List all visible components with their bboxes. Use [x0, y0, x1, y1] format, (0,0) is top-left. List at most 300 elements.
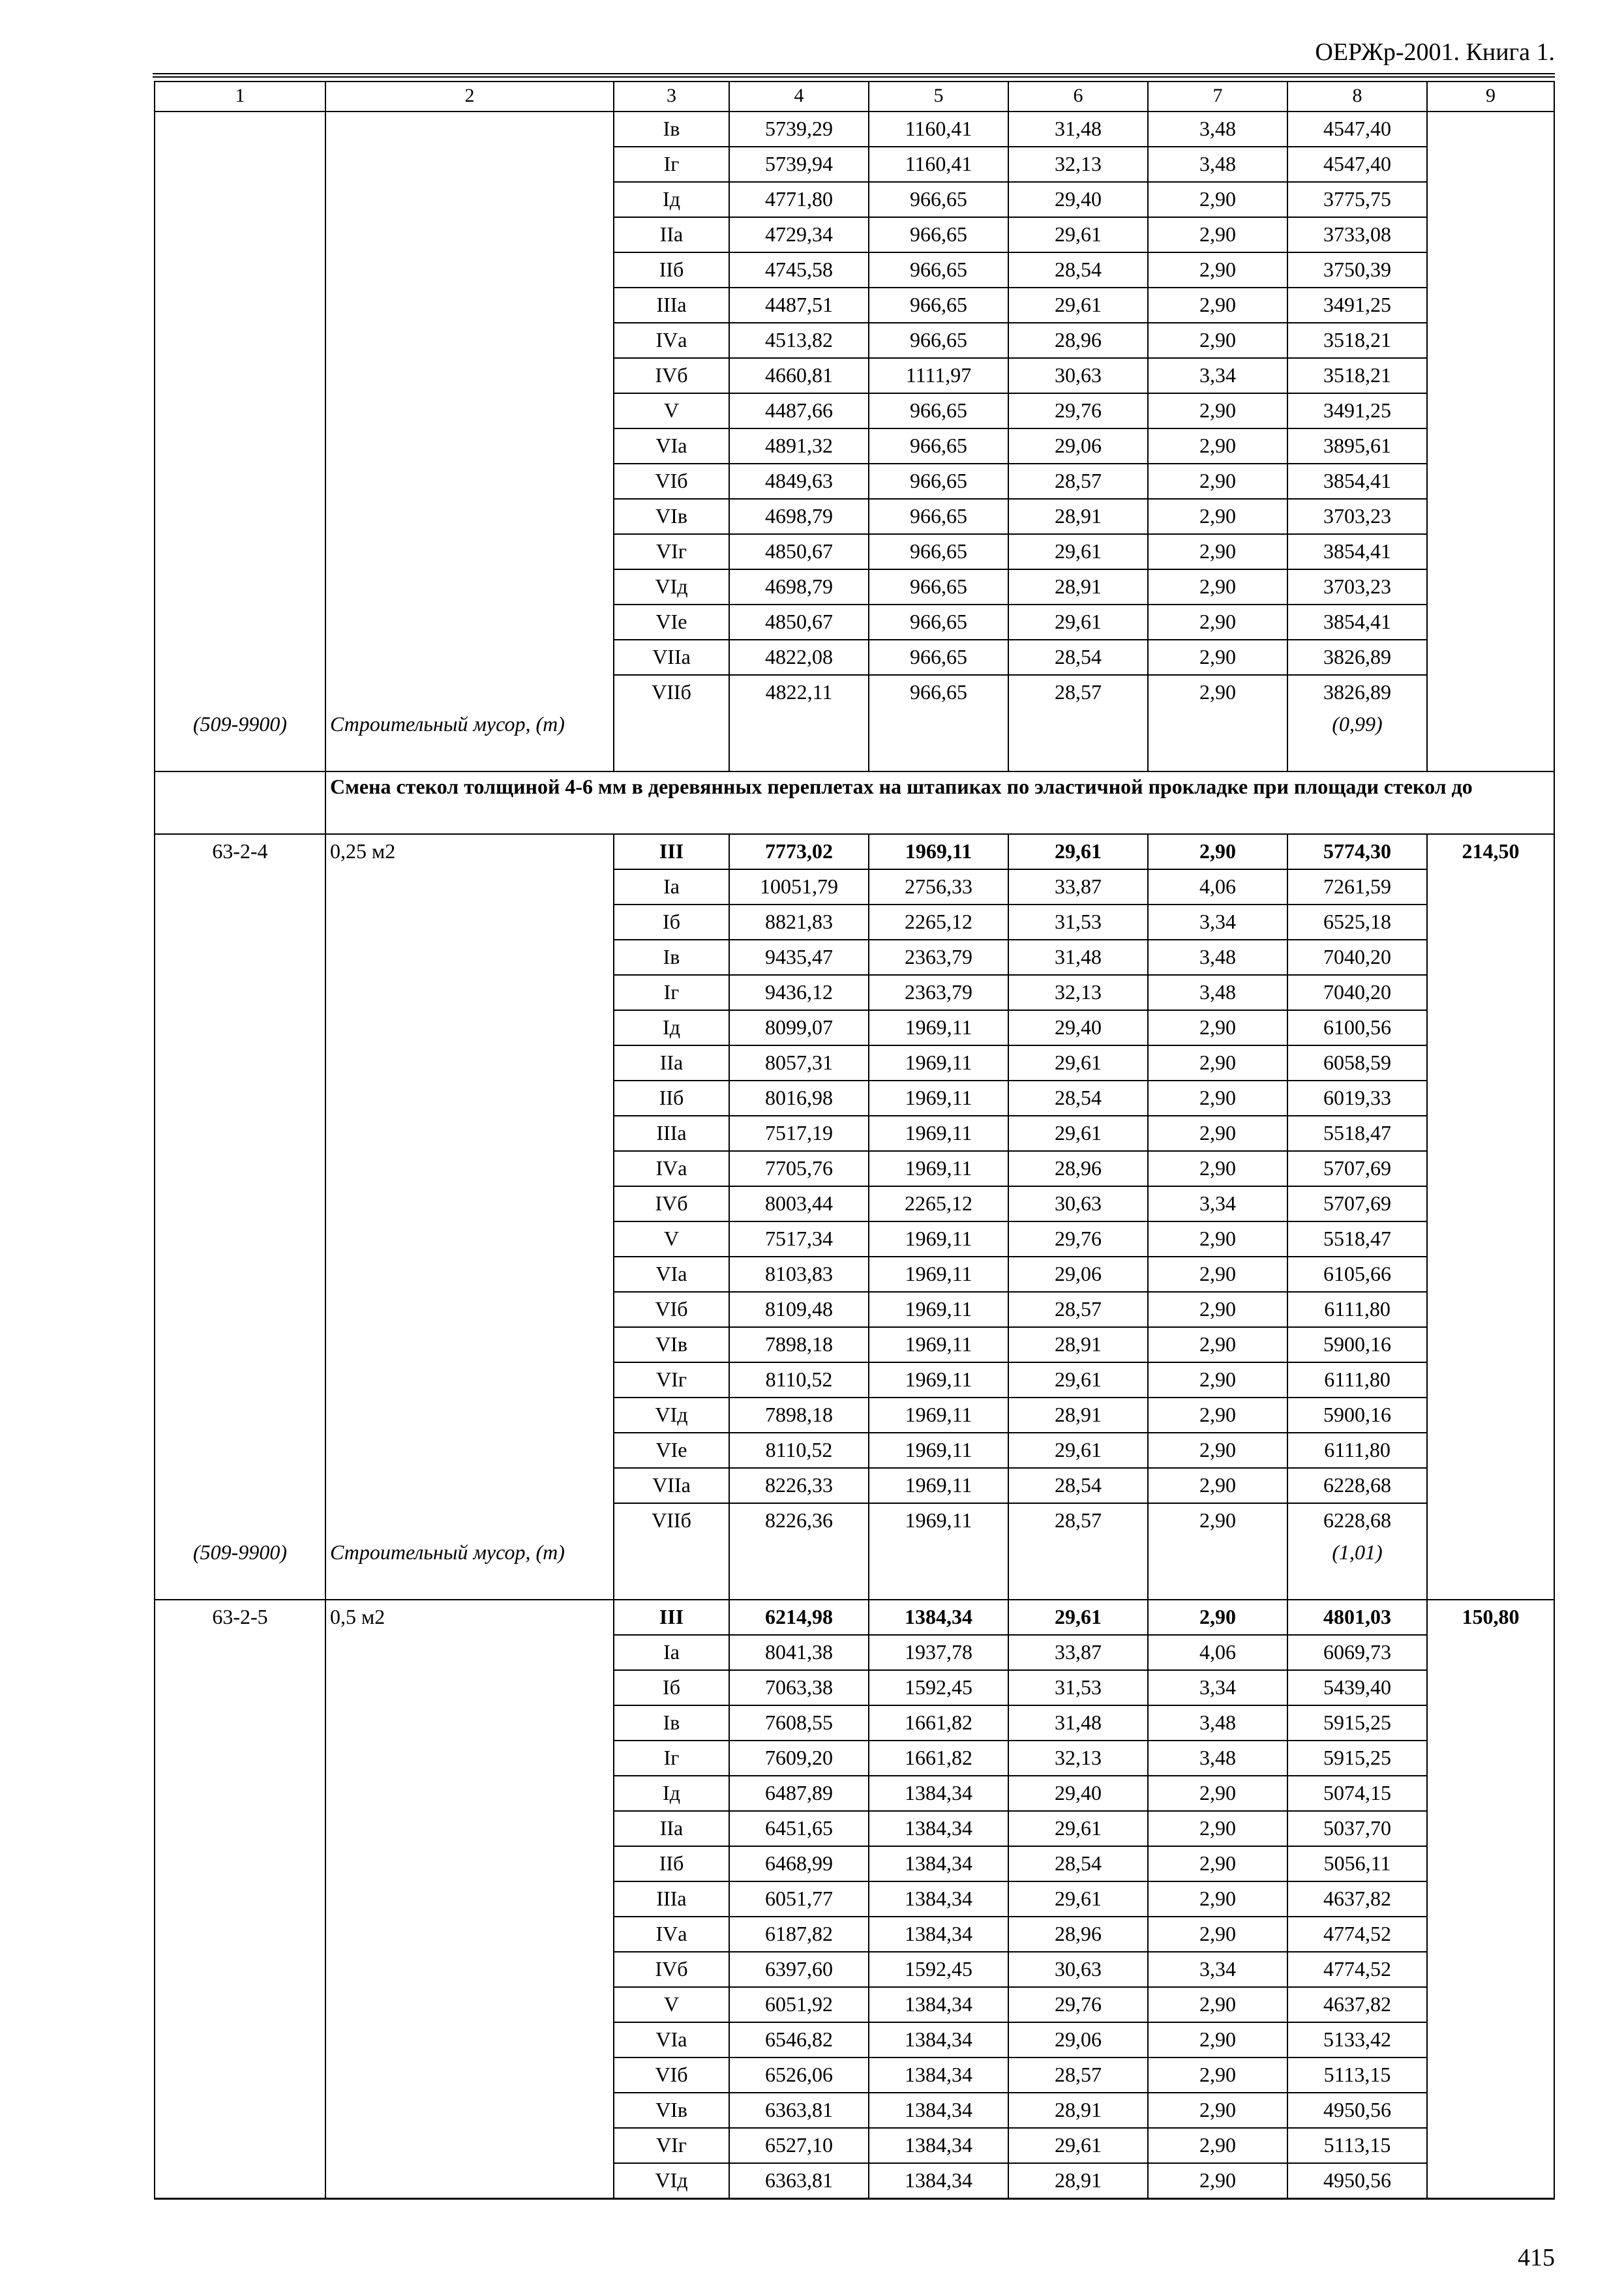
code-cell [155, 2057, 325, 2093]
value-cell-col6: 28,57 [1008, 1503, 1148, 1538]
price-table [154, 81, 1555, 2200]
table-row [155, 1741, 1554, 1776]
value-cell-col6: 28,57 [1008, 1292, 1148, 1327]
value-cell-col8: 3518,21 [1287, 358, 1427, 393]
name-cell [325, 217, 614, 252]
value-cell-col5: 1969,11 [869, 1433, 1008, 1468]
value-cell-col6: 29,61 [1008, 534, 1148, 569]
code-cell [155, 288, 325, 323]
value-cell-col4: 7517,19 [729, 1116, 869, 1151]
code-cell [155, 252, 325, 288]
table-row [155, 1917, 1554, 1952]
zone-cell: VIе [614, 1433, 729, 1468]
value-cell-col5: 1592,45 [869, 1670, 1008, 1705]
value-cell-col7: 2,90 [1148, 1503, 1287, 1538]
table-row [155, 2093, 1554, 2128]
code-cell [155, 182, 325, 217]
code-cell [155, 1917, 325, 1952]
zone-cell: VIг [614, 2128, 729, 2163]
value-cell-col7: 2,90 [1148, 2128, 1287, 2163]
col9-cell [1427, 1776, 1554, 1811]
zone-cell: VIIб [614, 675, 729, 710]
code-cell [155, 464, 325, 499]
name-cell [325, 464, 614, 499]
value-cell-col5: 1384,34 [869, 1776, 1008, 1811]
code-cell [155, 428, 325, 464]
value-cell-col7: 2,90 [1148, 2163, 1287, 2199]
value-cell-col5: 1384,34 [869, 1917, 1008, 1952]
name-cell [325, 2057, 614, 2093]
value-cell-col6: 28,54 [1008, 1846, 1148, 1881]
value-cell-col4: 4513,82 [729, 323, 869, 358]
code-cell [155, 112, 325, 147]
zone-cell: IVа [614, 1917, 729, 1952]
value-cell-col4: 4849,63 [729, 464, 869, 499]
value-cell-col6: 30,63 [1008, 1186, 1148, 1221]
table-row [155, 1221, 1554, 1257]
code-cell [155, 534, 325, 569]
value-cell-col6: 29,61 [1008, 1811, 1148, 1846]
value-cell-col4: 8016,98 [729, 1081, 869, 1116]
value-cell-col7: 3,34 [1148, 1670, 1287, 1705]
name-cell [325, 1398, 614, 1433]
value-cell-col4: 6487,89 [729, 1776, 869, 1811]
value-cell-col6: 28,57 [1008, 2057, 1148, 2093]
name-cell [325, 1881, 614, 1917]
col9-cell [1427, 569, 1554, 605]
value-cell-col8: 4774,52 [1287, 1917, 1427, 1952]
empty-cell [1427, 710, 1554, 771]
zone-cell: VIIа [614, 640, 729, 675]
name-cell [325, 640, 614, 675]
name-cell [325, 182, 614, 217]
value-cell-col8: 6019,33 [1287, 1081, 1427, 1116]
value-cell-col6: 29,06 [1008, 428, 1148, 464]
value-cell-col5: 1969,11 [869, 1468, 1008, 1503]
table-row [155, 605, 1554, 640]
code-cell [155, 1811, 325, 1846]
col9-cell [1427, 112, 1554, 147]
value-cell-col5: 966,65 [869, 640, 1008, 675]
value-cell-col7: 2,90 [1148, 1987, 1287, 2022]
col9-cell [1427, 1045, 1554, 1081]
value-cell-col4: 9436,12 [729, 975, 869, 1010]
code-cell [155, 1151, 325, 1186]
value-cell-col6: 29,06 [1008, 1257, 1148, 1292]
value-cell-col8: 4950,56 [1287, 2163, 1427, 2199]
value-cell-col4: 6187,82 [729, 1917, 869, 1952]
value-cell-col4: 5739,94 [729, 147, 869, 182]
value-cell-col6: 29,76 [1008, 1221, 1148, 1257]
value-cell-col6: 29,40 [1008, 1010, 1148, 1045]
value-cell-col5: 2363,79 [869, 940, 1008, 975]
value-cell-col5: 1937,78 [869, 1635, 1008, 1670]
zone-cell: IIIа [614, 1116, 729, 1151]
zone-cell: Iб [614, 1670, 729, 1705]
value-cell-col8: 6105,66 [1287, 1257, 1427, 1292]
zone-cell: VIб [614, 2057, 729, 2093]
value-cell-col6: 31,48 [1008, 1705, 1148, 1741]
value-cell-col8: 5113,15 [1287, 2128, 1427, 2163]
col9-cell [1427, 323, 1554, 358]
table-row [155, 2128, 1554, 2163]
value-cell-col5: 1969,11 [869, 1151, 1008, 1186]
zone-cell: V [614, 393, 729, 428]
col9-cell [1427, 1151, 1554, 1186]
value-cell-col4: 4698,79 [729, 569, 869, 605]
value-cell-col7: 2,90 [1148, 393, 1287, 428]
value-cell-col4: 4891,32 [729, 428, 869, 464]
value-cell-col7: 2,90 [1148, 1600, 1287, 1635]
table-row [155, 1257, 1554, 1292]
column-number: 6 [1008, 82, 1148, 112]
code-cell [155, 499, 325, 534]
waste-row [155, 710, 1554, 771]
name-cell [325, 1362, 614, 1398]
code-cell [155, 2093, 325, 2128]
name-cell [325, 1635, 614, 1670]
section-title-row [155, 771, 1554, 834]
name-cell [325, 869, 614, 905]
value-cell-col7: 3,48 [1148, 147, 1287, 182]
value-cell-col5: 1592,45 [869, 1952, 1008, 1987]
name-cell [325, 1503, 614, 1538]
name-cell [325, 1257, 614, 1292]
empty-cell [1008, 710, 1148, 771]
table-row [155, 675, 1554, 710]
table-row [155, 499, 1554, 534]
name-cell [325, 975, 614, 1010]
value-cell-col7: 3,48 [1148, 975, 1287, 1010]
col9-cell [1427, 1468, 1554, 1503]
zone-cell: VIа [614, 1257, 729, 1292]
zone-cell: VIIа [614, 1468, 729, 1503]
zone-cell: IIа [614, 1045, 729, 1081]
zone-cell: Iд [614, 1776, 729, 1811]
col9-cell [1427, 464, 1554, 499]
value-cell-col4: 7609,20 [729, 1741, 869, 1776]
value-cell-col7: 2,90 [1148, 1846, 1287, 1881]
empty-cell [1148, 710, 1287, 771]
value-cell-col8: 3733,08 [1287, 217, 1427, 252]
code-cell [155, 2163, 325, 2199]
value-cell-col7: 2,90 [1148, 2057, 1287, 2093]
value-cell-col6: 29,76 [1008, 1987, 1148, 2022]
value-cell-col7: 2,90 [1148, 675, 1287, 710]
column-number: 7 [1148, 82, 1287, 112]
value-cell-col6: 29,61 [1008, 834, 1148, 869]
value-cell-col8: 5037,70 [1287, 1811, 1427, 1846]
name-cell [325, 2022, 614, 2057]
value-cell-col6: 29,61 [1008, 1116, 1148, 1151]
column-number: 1 [155, 82, 325, 112]
code-cell [155, 940, 325, 975]
waste-value: (1,01) [1287, 1538, 1427, 1600]
value-cell-col6: 28,91 [1008, 1398, 1148, 1433]
value-cell-col6: 29,61 [1008, 2128, 1148, 2163]
value-cell-col6: 28,91 [1008, 569, 1148, 605]
value-cell-col7: 2,90 [1148, 1221, 1287, 1257]
table-row [155, 464, 1554, 499]
value-cell-col8: 6228,68 [1287, 1468, 1427, 1503]
value-cell-col7: 2,90 [1148, 1116, 1287, 1151]
name-cell [325, 1741, 614, 1776]
name-cell [325, 1952, 614, 1987]
zone-cell: III [614, 1600, 729, 1635]
col9-cell [1427, 940, 1554, 975]
value-cell-col4: 7705,76 [729, 1151, 869, 1186]
col9-cell [1427, 640, 1554, 675]
col9-cell [1427, 1081, 1554, 1116]
value-cell-col7: 2,90 [1148, 1362, 1287, 1398]
value-cell-col6: 31,53 [1008, 1670, 1148, 1705]
col9-cell [1427, 1186, 1554, 1221]
value-cell-col5: 2265,12 [869, 905, 1008, 940]
col9-cell [1427, 252, 1554, 288]
table-row [155, 940, 1554, 975]
value-cell-col4: 8103,83 [729, 1257, 869, 1292]
col9-cell [1427, 1670, 1554, 1705]
value-cell-col6: 28,91 [1008, 2163, 1148, 2199]
value-cell-col6: 32,13 [1008, 147, 1148, 182]
code-cell [155, 2022, 325, 2057]
value-cell-col5: 966,65 [869, 393, 1008, 428]
value-cell-col8: 5439,40 [1287, 1670, 1427, 1705]
name-cell [325, 358, 614, 393]
table-row [155, 1952, 1554, 1987]
value-cell-col8: 3854,41 [1287, 464, 1427, 499]
zone-cell: IIа [614, 1811, 729, 1846]
value-cell-col4: 6451,65 [729, 1811, 869, 1846]
code-cell [155, 905, 325, 940]
value-cell-col5: 1969,11 [869, 1257, 1008, 1292]
value-cell-col7: 3,34 [1148, 1186, 1287, 1221]
value-cell-col7: 2,90 [1148, 1292, 1287, 1327]
name-cell [325, 288, 614, 323]
value-cell-col8: 7040,20 [1287, 940, 1427, 975]
value-cell-col5: 2265,12 [869, 1186, 1008, 1221]
value-cell-col4: 4745,58 [729, 252, 869, 288]
name-cell [325, 1221, 614, 1257]
value-cell-col6: 29,61 [1008, 1045, 1148, 1081]
col9-cell [1427, 2057, 1554, 2093]
name-cell [325, 1151, 614, 1186]
zone-cell: VIIб [614, 1503, 729, 1538]
value-cell-col8: 5707,69 [1287, 1151, 1427, 1186]
value-cell-col4: 6526,06 [729, 2057, 869, 2093]
value-cell-col5: 1384,34 [869, 2093, 1008, 2128]
code-cell [155, 1670, 325, 1705]
value-cell-col6: 29,61 [1008, 1362, 1148, 1398]
column-number: 3 [614, 82, 729, 112]
value-cell-col5: 1969,11 [869, 1362, 1008, 1398]
value-cell-col4: 5739,29 [729, 112, 869, 147]
col9-cell [1427, 1398, 1554, 1433]
col9-cell [1427, 605, 1554, 640]
value-cell-col7: 4,06 [1148, 1635, 1287, 1670]
value-cell-col4: 6527,10 [729, 2128, 869, 2163]
value-cell-col4: 9435,47 [729, 940, 869, 975]
code-cell [155, 1503, 325, 1538]
value-cell-col8: 5707,69 [1287, 1186, 1427, 1221]
zone-cell: VIа [614, 2022, 729, 2057]
code-cell [155, 975, 325, 1010]
zone-cell: VIв [614, 1327, 729, 1362]
value-cell-col5: 966,65 [869, 428, 1008, 464]
value-cell-col5: 966,65 [869, 605, 1008, 640]
zone-cell: Iа [614, 869, 729, 905]
table-row [155, 1600, 1554, 1635]
value-cell-col5: 966,65 [869, 675, 1008, 710]
value-cell-col8: 3703,23 [1287, 499, 1427, 534]
code-cell [155, 1045, 325, 1081]
col9-cell [1427, 2163, 1554, 2199]
value-cell-col5: 1969,11 [869, 1503, 1008, 1538]
name-cell: 0,25 м2 [325, 834, 614, 869]
value-cell-col8: 4801,03 [1287, 1600, 1427, 1635]
column-number: 2 [325, 82, 614, 112]
col9-cell [1427, 534, 1554, 569]
name-cell [325, 1670, 614, 1705]
code-cell [155, 1116, 325, 1151]
value-cell-col7: 2,90 [1148, 217, 1287, 252]
name-cell: 0,5 м2 [325, 1600, 614, 1635]
value-cell-col8: 5915,25 [1287, 1705, 1427, 1741]
value-cell-col8: 4547,40 [1287, 147, 1427, 182]
name-cell [325, 1705, 614, 1741]
col9-cell [1427, 1292, 1554, 1327]
table-row [155, 252, 1554, 288]
column-number: 8 [1287, 82, 1427, 112]
table-row [155, 147, 1554, 182]
value-cell-col4: 4771,80 [729, 182, 869, 217]
value-cell-col6: 29,40 [1008, 182, 1148, 217]
value-cell-col4: 6546,82 [729, 2022, 869, 2057]
col9-cell [1427, 1221, 1554, 1257]
name-cell [325, 2163, 614, 2199]
value-cell-col6: 28,96 [1008, 1917, 1148, 1952]
name-cell [325, 1433, 614, 1468]
col9-cell [1427, 1952, 1554, 1987]
zone-cell: Iв [614, 112, 729, 147]
zone-cell: Iг [614, 975, 729, 1010]
table-row [155, 1705, 1554, 1741]
value-cell-col8: 5900,16 [1287, 1398, 1427, 1433]
table-row [155, 975, 1554, 1010]
value-cell-col6: 29,40 [1008, 1776, 1148, 1811]
name-cell [325, 147, 614, 182]
value-cell-col8: 5056,11 [1287, 1846, 1427, 1881]
value-cell-col7: 2,90 [1148, 1257, 1287, 1292]
col9-cell [1427, 1433, 1554, 1468]
col9-cell [1427, 1503, 1554, 1538]
value-cell-col8: 6069,73 [1287, 1635, 1427, 1670]
zone-cell: Iд [614, 1010, 729, 1045]
value-cell-col4: 4698,79 [729, 499, 869, 534]
value-cell-col8: 3750,39 [1287, 252, 1427, 288]
value-cell-col4: 8057,31 [729, 1045, 869, 1081]
value-cell-col7: 2,90 [1148, 1776, 1287, 1811]
value-cell-col4: 8110,52 [729, 1433, 869, 1468]
value-cell-col5: 1384,34 [869, 1987, 1008, 2022]
value-cell-col6: 30,63 [1008, 1952, 1148, 1987]
value-cell-col6: 28,54 [1008, 1081, 1148, 1116]
value-cell-col8: 5074,15 [1287, 1776, 1427, 1811]
code-cell [155, 1468, 325, 1503]
col9-cell [1427, 869, 1554, 905]
value-cell-col4: 6051,77 [729, 1881, 869, 1917]
value-cell-col6: 32,13 [1008, 1741, 1148, 1776]
waste-name: Строительный мусор, (т) [325, 710, 614, 771]
col9-cell [1427, 675, 1554, 710]
value-cell-col7: 2,90 [1148, 464, 1287, 499]
column-number: 4 [729, 82, 869, 112]
table-row [155, 428, 1554, 464]
zone-cell: IVб [614, 1952, 729, 1987]
name-cell [325, 940, 614, 975]
value-cell-col8: 3826,89 [1287, 640, 1427, 675]
code-cell [155, 640, 325, 675]
col9-cell: 150,80 [1427, 1600, 1554, 1635]
value-cell-col5: 966,65 [869, 182, 1008, 217]
waste-code: (509-9900) [155, 710, 325, 771]
value-cell-col5: 1969,11 [869, 1292, 1008, 1327]
value-cell-col5: 1384,34 [869, 1881, 1008, 1917]
zone-cell: V [614, 1221, 729, 1257]
name-cell [325, 2128, 614, 2163]
value-cell-col4: 4850,67 [729, 534, 869, 569]
table-row [155, 358, 1554, 393]
value-cell-col7: 2,90 [1148, 640, 1287, 675]
name-cell [325, 605, 614, 640]
value-cell-col5: 966,65 [869, 569, 1008, 605]
col9-cell [1427, 905, 1554, 940]
value-cell-col7: 2,90 [1148, 1398, 1287, 1433]
value-cell-col8: 6111,80 [1287, 1433, 1427, 1468]
value-cell-col5: 1969,11 [869, 1327, 1008, 1362]
value-cell-col6: 29,61 [1008, 217, 1148, 252]
name-cell [325, 534, 614, 569]
code-cell [155, 1987, 325, 2022]
value-cell-col7: 2,90 [1148, 323, 1287, 358]
name-cell [325, 1468, 614, 1503]
value-cell-col5: 1384,34 [869, 1846, 1008, 1881]
empty-cell [1427, 1538, 1554, 1600]
value-cell-col7: 2,90 [1148, 834, 1287, 869]
value-cell-col8: 3854,41 [1287, 605, 1427, 640]
zone-cell: IIб [614, 252, 729, 288]
zone-cell: Iа [614, 1635, 729, 1670]
zone-cell: Iб [614, 905, 729, 940]
col9-cell [1427, 1116, 1554, 1151]
empty-cell [869, 1538, 1008, 1600]
name-cell [325, 1811, 614, 1846]
value-cell-col5: 1384,34 [869, 2022, 1008, 2057]
code-cell [155, 1186, 325, 1221]
col9-cell [1427, 1327, 1554, 1362]
name-cell [325, 675, 614, 710]
value-cell-col8: 3491,25 [1287, 288, 1427, 323]
value-cell-col5: 1384,34 [869, 2163, 1008, 2199]
name-cell [325, 1116, 614, 1151]
name-cell [325, 112, 614, 147]
value-cell-col7: 2,90 [1148, 1327, 1287, 1362]
col9-cell [1427, 1741, 1554, 1776]
value-cell-col8: 4547,40 [1287, 112, 1427, 147]
table-row [155, 640, 1554, 675]
value-cell-col4: 8110,52 [729, 1362, 869, 1398]
value-cell-col5: 1384,34 [869, 1600, 1008, 1635]
